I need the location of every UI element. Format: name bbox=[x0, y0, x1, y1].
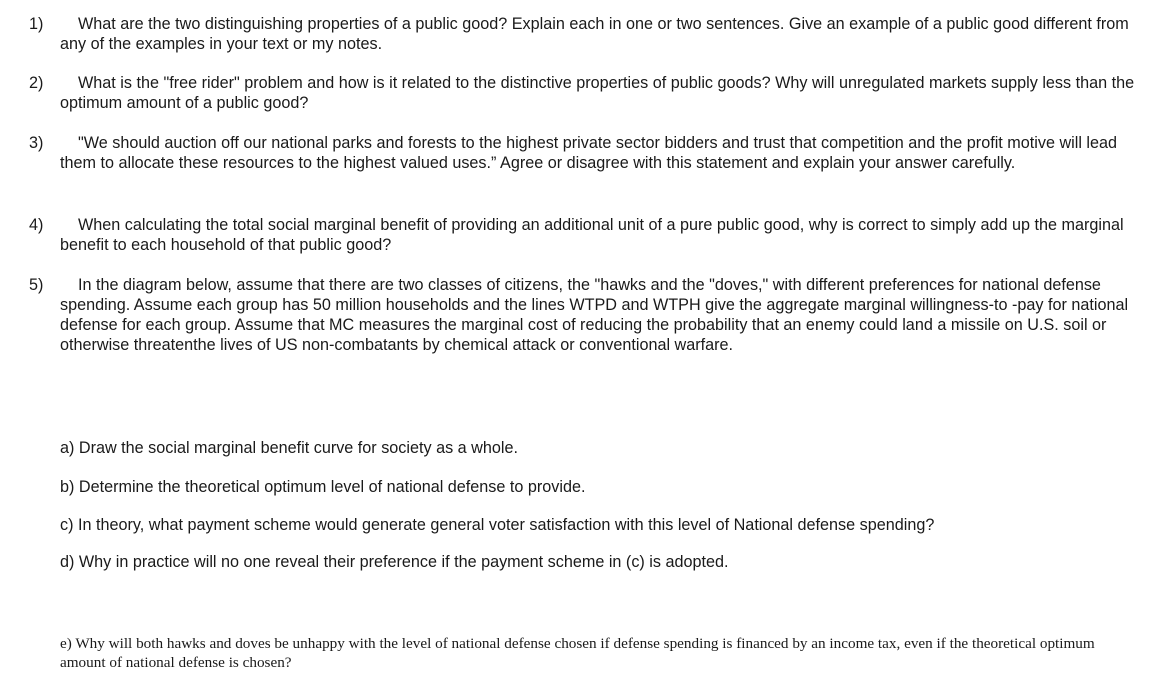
question-4 bbox=[29, 215, 1152, 255]
question-text: What is the "free rider" problem and how is it related to the distinctive properties of public goods? Why will unregulated markets supply less than the optimum amount of a public good? bbox=[60, 74, 1135, 112]
question-5 bbox=[29, 275, 1152, 355]
question-2 bbox=[29, 73, 1152, 113]
question-text: In the diagram below, assume that there are two classes of citizens, the "hawks and the "doves," with different preferences for national defense spending. Assume each group has 50 million households and the lines WTPD and WTPH give the aggregate marginal willingness-to -pay for national defense for each group. Assume that MC measures the marginal cost of reducing the probability that an enemy could land a missile on U.S. soil or otherwise threatenthe lives of US non-combatants by chemical attack or conventional warfare. bbox=[60, 276, 1129, 354]
subquestion-d: d) Why in practice will no one reveal their preference if the payment scheme in (c) is adopted. bbox=[60, 553, 729, 571]
question-text: When calculating the total social marginal benefit of providing an additional unit of a pure public good, why is correct to simply add up the marginal benefit to each household of that public good? bbox=[60, 216, 1124, 254]
question-number: 4) bbox=[29, 216, 44, 234]
subquestion-c: c) In theory, what payment scheme would generate general voter satisfaction with this level of National defense spending? bbox=[60, 516, 935, 534]
question-1 bbox=[29, 14, 1152, 54]
question-number: 3) bbox=[29, 134, 44, 152]
subquestion-a: a) Draw the social marginal benefit curve for society as a whole. bbox=[60, 439, 518, 457]
question-3 bbox=[29, 133, 1152, 173]
question-number: 2) bbox=[29, 74, 44, 92]
question-text: "We should auction off our national parks and forests to the highest private sector bidders and trust that competition and the profit motive will lead them to allocate these resources to the highest valued uses.” Agree or disagree with this statement and explain your answer carefully. bbox=[60, 134, 1118, 172]
subquestion-e: e) Why will both hawks and doves be unhappy with the level of national defense chosen if defense spending is financed by an income tax, even if the theoretical optimum amount of national defense is chosen? bbox=[60, 635, 1095, 671]
question-number: 5) bbox=[29, 276, 44, 294]
question-text: What are the two distinguishing properties of a public good? Explain each in one or two sentences. Give an example of a public good different from any of the examples in your text or my notes. bbox=[60, 15, 1129, 53]
question-number: 1) bbox=[29, 15, 44, 33]
subquestion-b: b) Determine the theoretical optimum level of national defense to provide. bbox=[60, 478, 586, 496]
